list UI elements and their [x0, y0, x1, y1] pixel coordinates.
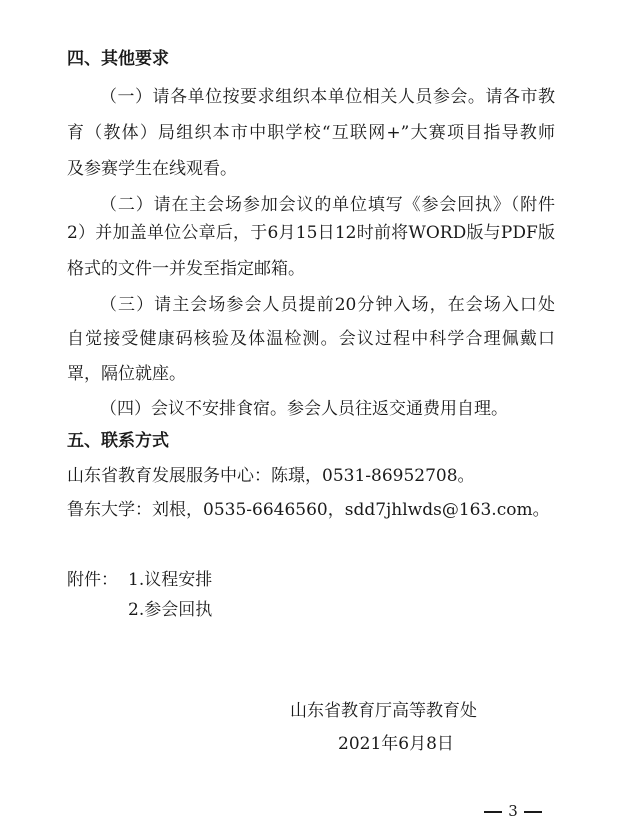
paragraph-line: （四）会议不安排食宿。参会人员往返交通费用自理。	[100, 399, 508, 419]
paragraph-line: （二）请在主会场参加会议的单位填写《参会回执》（附件	[100, 195, 555, 215]
section-heading-contact: 五、联系方式	[67, 431, 169, 451]
signature-date: 2021年6月8日	[338, 734, 454, 754]
attachment-label: 附件：	[67, 570, 118, 590]
paragraph-line: 格式的文件一并发至指定邮箱。	[67, 259, 305, 279]
section-heading-other-requirements: 四、其他要求	[67, 49, 169, 69]
paragraph-line: 及参赛学生在线观看。	[67, 159, 237, 179]
dash-left	[484, 811, 502, 813]
paragraph-line: （三）请主会场参会人员提前20分钟入场，在会场入口处	[100, 295, 555, 315]
page-number	[478, 800, 548, 822]
paragraph-line: （一）请各单位按要求组织本单位相关人员参会。请各市教	[100, 87, 555, 107]
paragraph-line: 育（教体）局组织本市中职学校“互联网+”大赛项目指导教师	[67, 123, 555, 143]
attachment-item: 1.议程安排	[128, 570, 213, 590]
signature-org: 山东省教育厅高等教育处	[290, 701, 477, 721]
contact-line: 鲁东大学：刘根，0535-6646560，sdd7jhlwds@163.com。	[67, 500, 550, 520]
attachment-item: 2.参会回执	[128, 600, 213, 620]
paragraph-line: 罩，隔位就座。	[67, 364, 186, 384]
page-number-value: 3	[508, 802, 518, 820]
paragraph-line: 自觉接受健康码核验及体温检测。会议过程中科学合理佩戴口	[67, 329, 555, 349]
paragraph-line: 2）并加盖单位公章后，于6月15日12时前将WORD版与PDF版	[67, 223, 555, 243]
dash-right	[524, 811, 542, 813]
contact-line: 山东省教育发展服务中心：陈璟，0531-86952708。	[67, 466, 475, 486]
